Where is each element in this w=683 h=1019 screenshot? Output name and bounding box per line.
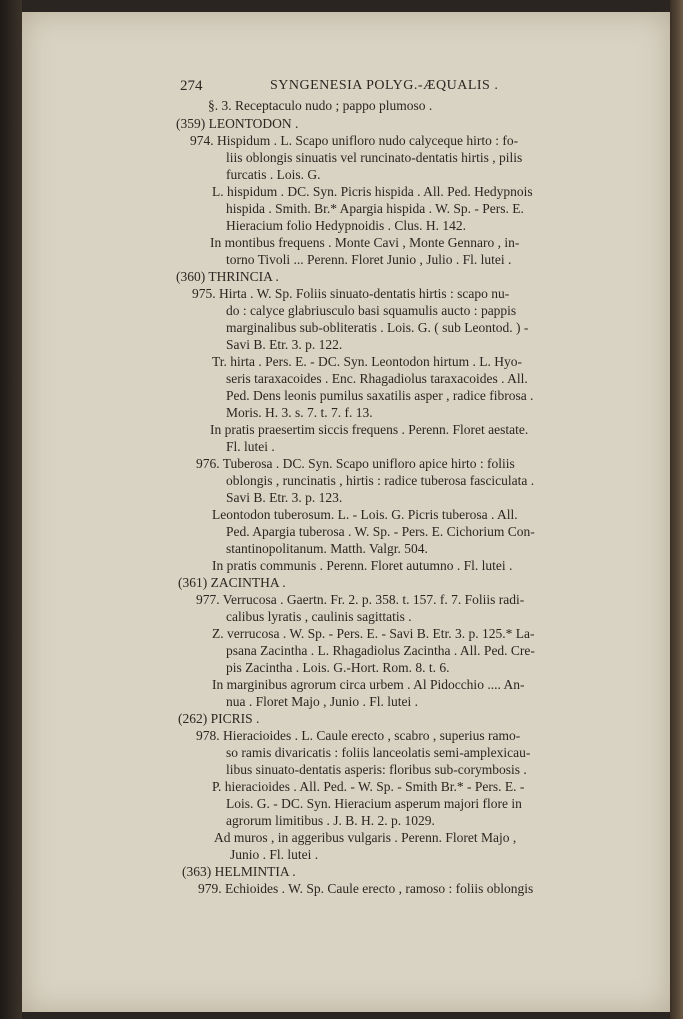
species-entry: 977. Verrucosa . Gaertn. Fr. 2. p. 358. t. 157. f. 7. Foliis radi- <box>196 592 525 607</box>
text-line: libus sinuato-dentatis asperis: floribus sub-corymbosis . <box>226 762 527 777</box>
synonym-line: Tr. hirta . Pers. E. - DC. Syn. Leontodon hirtum . L. Hyo- <box>212 354 522 369</box>
text-line: nua . Floret Majo , Junio . Fl. lutei . <box>226 694 418 709</box>
genus-heading: (262) PICRIS . <box>178 711 260 726</box>
text-line: torno Tivoli ... Perenn. Floret Junio , Julio . Fl. lutei . <box>226 252 512 267</box>
text-line: seris taraxacoides . Enc. Rhagadiolus taraxacoides . All. <box>226 371 528 386</box>
text-line: Junio . Fl. lutei . <box>230 847 319 862</box>
text-line: Ped. Dens leonis pumilus saxatilis asper , radice fibrosa . <box>226 388 534 403</box>
text-line: stantinopolitanum. Matth. Valgr. 504. <box>226 541 428 556</box>
habitat-line: In pratis praesertim siccis frequens . Perenn. Floret aestate. <box>210 422 529 437</box>
habitat-line: Ad muros , in aggeribus vulgaris . Perenn. Floret Majo , <box>214 830 517 845</box>
genus-heading: (361) ZACINTHA . <box>178 575 286 590</box>
text-line: Moris. H. 3. s. 7. t. 7. f. 13. <box>226 405 373 420</box>
species-entry: 978. Hieracioides . L. Caule erecto , scabro , superius ramo- <box>196 728 521 743</box>
genus-heading: (363) HELMINTIA . <box>182 864 296 879</box>
text-line: do : calyce glabriusculo basi squamulis aucto : pappis <box>226 303 517 318</box>
text-line: Lois. G. - DC. Syn. Hieracium asperum majori flore in <box>226 796 522 811</box>
habitat-line: In marginibus agrorum circa urbem . Al Pidocchio .... An- <box>212 677 525 692</box>
text-line: oblongis , runcinatis , hirtis : radice tuberosa fasciculata . <box>226 473 535 488</box>
species-entry: 979. Echioides . W. Sp. Caule erecto , ramoso : foliis oblongis <box>198 881 534 896</box>
habitat-line: In pratis communis . Perenn. Floret autumno . Fl. lutei . <box>212 558 513 573</box>
text-line: furcatis . Lois. G. <box>226 167 321 182</box>
genus-heading: (360) THRINCIA . <box>176 269 279 284</box>
species-entry: 974. Hispidum . L. Scapo unifloro nudo calyceque hirto : fo- <box>190 133 519 148</box>
text-line: agrorum limitibus . J. B. H. 2. p. 1029. <box>226 813 435 828</box>
text-line: hispida . Smith. Br.* Apargia hispida . W. Sp. - Pers. E. <box>226 201 524 216</box>
genus-heading: (359) LEONTODON . <box>176 116 299 131</box>
synonym-line: Z. verrucosa . W. Sp. - Pers. E. - Savi B. Etr. 3. p. 125.* La- <box>212 626 535 641</box>
habitat-line: In montibus frequens . Monte Cavi , Monte Gennaro , in- <box>210 235 520 250</box>
section-heading: §. 3. Receptaculo nudo ; pappo plumoso . <box>208 98 433 113</box>
text-line: pis Zacintha . Lois. G.-Hort. Rom. 8. t. 6. <box>226 660 450 675</box>
synonym-line: Leontodon tuberosum. L. - Lois. G. Picris tuberosa . All. <box>212 507 518 522</box>
text-line: psana Zacintha . L. Rhagadiolus Zacintha . All. Ped. Cre- <box>226 643 535 658</box>
text-line: Hieracium folio Hedypnoidis . Clus. H. 142. <box>226 218 466 233</box>
text-line: Fl. lutei . <box>226 439 275 454</box>
text-line: marginalibus sub-obliteratis . Lois. G. ( sub Leontod. ) - <box>226 320 529 335</box>
text-line: Ped. Apargia tuberosa . W. Sp. - Pers. E. Cichorium Con- <box>226 524 535 539</box>
synonym-line: P. hieracioides . All. Ped. - W. Sp. - Smith Br.* - Pers. E. - <box>212 779 525 794</box>
page-edge <box>670 0 683 1019</box>
synonym-line: L. hispidum . DC. Syn. Picris hispida . All. Ped. Hedypnois <box>212 184 533 199</box>
text-line: Savi B. Etr. 3. p. 123. <box>226 490 343 505</box>
running-title: SYNGENESIA POLYG.-ÆQUALIS . <box>270 78 499 93</box>
text-line: liis oblongis sinuatis vel runcinato-dentatis hirtis , pilis <box>226 150 523 165</box>
species-entry: 975. Hirta . W. Sp. Foliis sinuato-dentatis hirtis : scapo nu- <box>192 286 510 301</box>
text-line: calibus lyratis , caulinis sagittatis . <box>226 609 412 624</box>
text-line: Savi B. Etr. 3. p. 122. <box>226 337 343 352</box>
text-line: so ramis divaricatis : foliis lanceolatis semi-amplexicau- <box>226 745 531 760</box>
page-number: 274 <box>180 78 203 94</box>
book-spine <box>0 0 22 1019</box>
species-entry: 976. Tuberosa . DC. Syn. Scapo unifloro apice hirto : foliis <box>196 456 515 471</box>
